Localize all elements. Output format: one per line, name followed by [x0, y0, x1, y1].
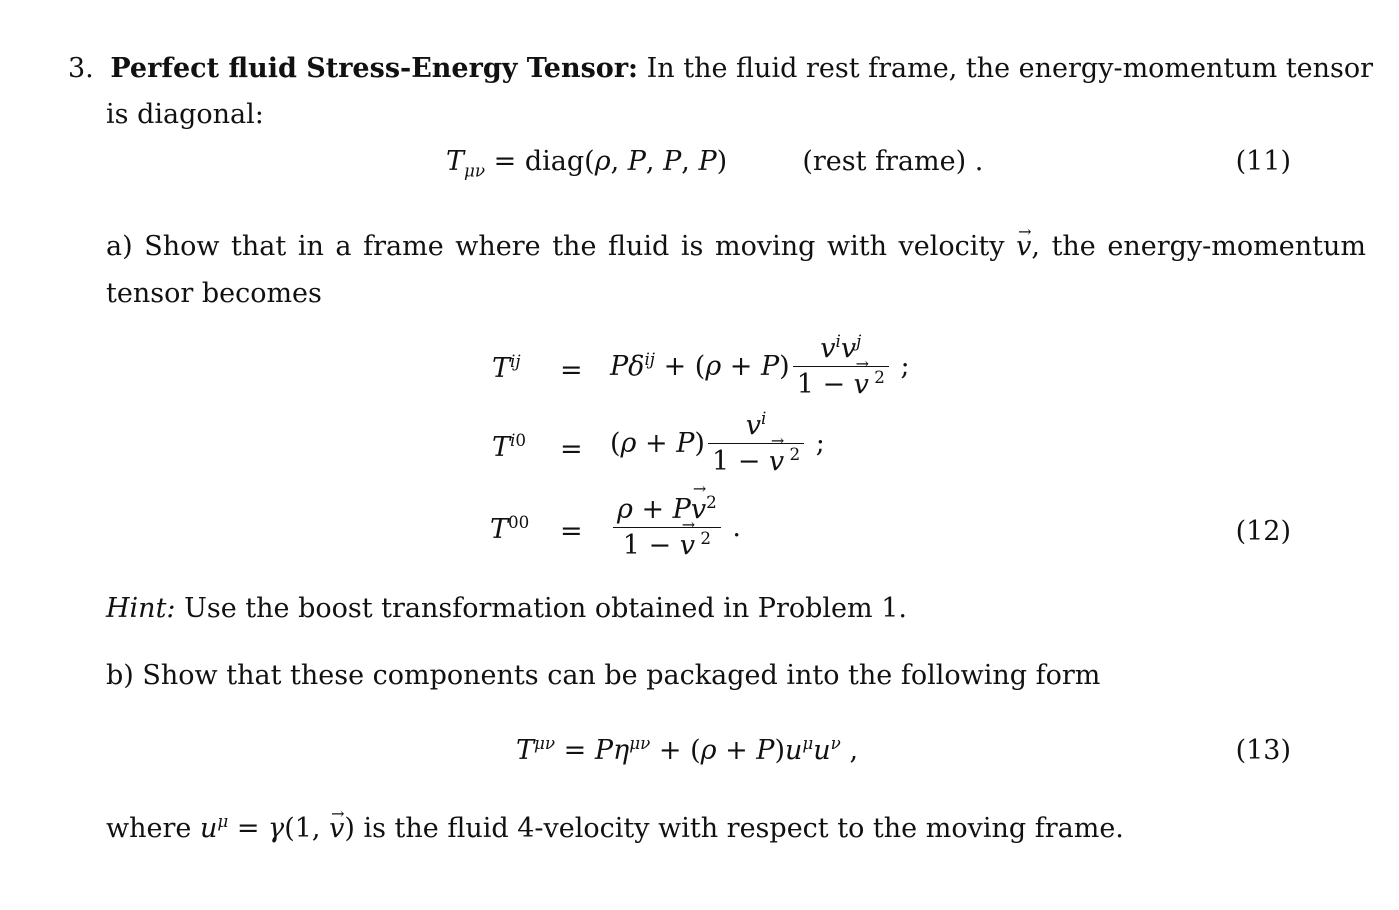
problem-intro-line1: In the fluid rest frame, the energy-momentum tensor	[646, 53, 1374, 84]
equation-13-label: (13)	[1235, 735, 1291, 766]
equation-12-row-ij-eq: =	[560, 355, 583, 386]
equation-12-row-i0-eq: =	[560, 434, 583, 465]
problem-intro-line2: is diagonal:	[106, 99, 264, 130]
problem-heading-line	[68, 52, 1373, 86]
part-a-text-start: a) Show that in a frame where the fluid is moving with velocity	[106, 231, 1005, 262]
equation-12-row-00-eq: =	[560, 516, 583, 547]
part-a-line1: a) Show that in a frame where the fluid is moving with velocity → v, the energy-momentum	[106, 230, 1366, 264]
equation-12-row-ij-lhs: $T^{ij}$	[492, 351, 521, 384]
problem-intro-line2-row	[106, 98, 264, 132]
equation-12-row-ij-rhs: $P\delta^{ij} + (\rho + P)$ $\frac{v^iv^j}{1 - \to v ^2}$ ;	[610, 333, 910, 400]
equation-11: $T_{\mu\nu}$ = diag(ρ, P, P, P) (rest frame) .	[446, 146, 984, 181]
hint-prefix: Hint:	[106, 593, 176, 624]
part-b-line1: b) Show that these components can be packaged into the following form	[106, 660, 1101, 691]
problem-number: 3.	[68, 53, 94, 84]
equation-12-row-i0-lhs: $T^{i0}$	[492, 430, 527, 463]
equation-13: $T^{\mu\nu} = P\eta^{\mu\nu} + (\rho + P)u^\mu u^\nu$ ,	[516, 733, 859, 766]
part-a-text-end: , the energy-momentum	[1031, 231, 1366, 262]
part-b-line-row	[106, 659, 1100, 693]
problem-title: Perfect fluid Stress-Energy Tensor:	[110, 53, 639, 84]
closing-where: where	[106, 813, 192, 844]
equation-11-annotation: (rest frame)	[802, 146, 967, 177]
equation-12-row-i0-rhs: (ρ + P) $\frac{v^i}{1 - \to v ^2}$ ;	[610, 410, 825, 477]
hint-line	[106, 592, 907, 626]
equation-12-row-00-lhs: $T^{00}$	[490, 512, 530, 545]
part-a-line2: tensor becomes	[106, 278, 322, 309]
hint-text: Use the boost transformation obtained in Problem 1.	[184, 593, 907, 624]
part-a-line2-row	[106, 277, 322, 311]
equation-12-label: (12)	[1235, 516, 1291, 547]
closing-text: is the fluid 4-velocity with respect to the moving frame.	[363, 813, 1124, 844]
equation-11-label: (11)	[1235, 146, 1291, 177]
closing-line: where $u^\mu = \gamma(1$, → v) is the fluid 4-velocity with respect to the moving frame.	[106, 812, 1124, 846]
equation-12-row-00-rhs: $\frac{\rho + P\to v^2}{1 - \to v ^2}$ .	[610, 494, 741, 561]
